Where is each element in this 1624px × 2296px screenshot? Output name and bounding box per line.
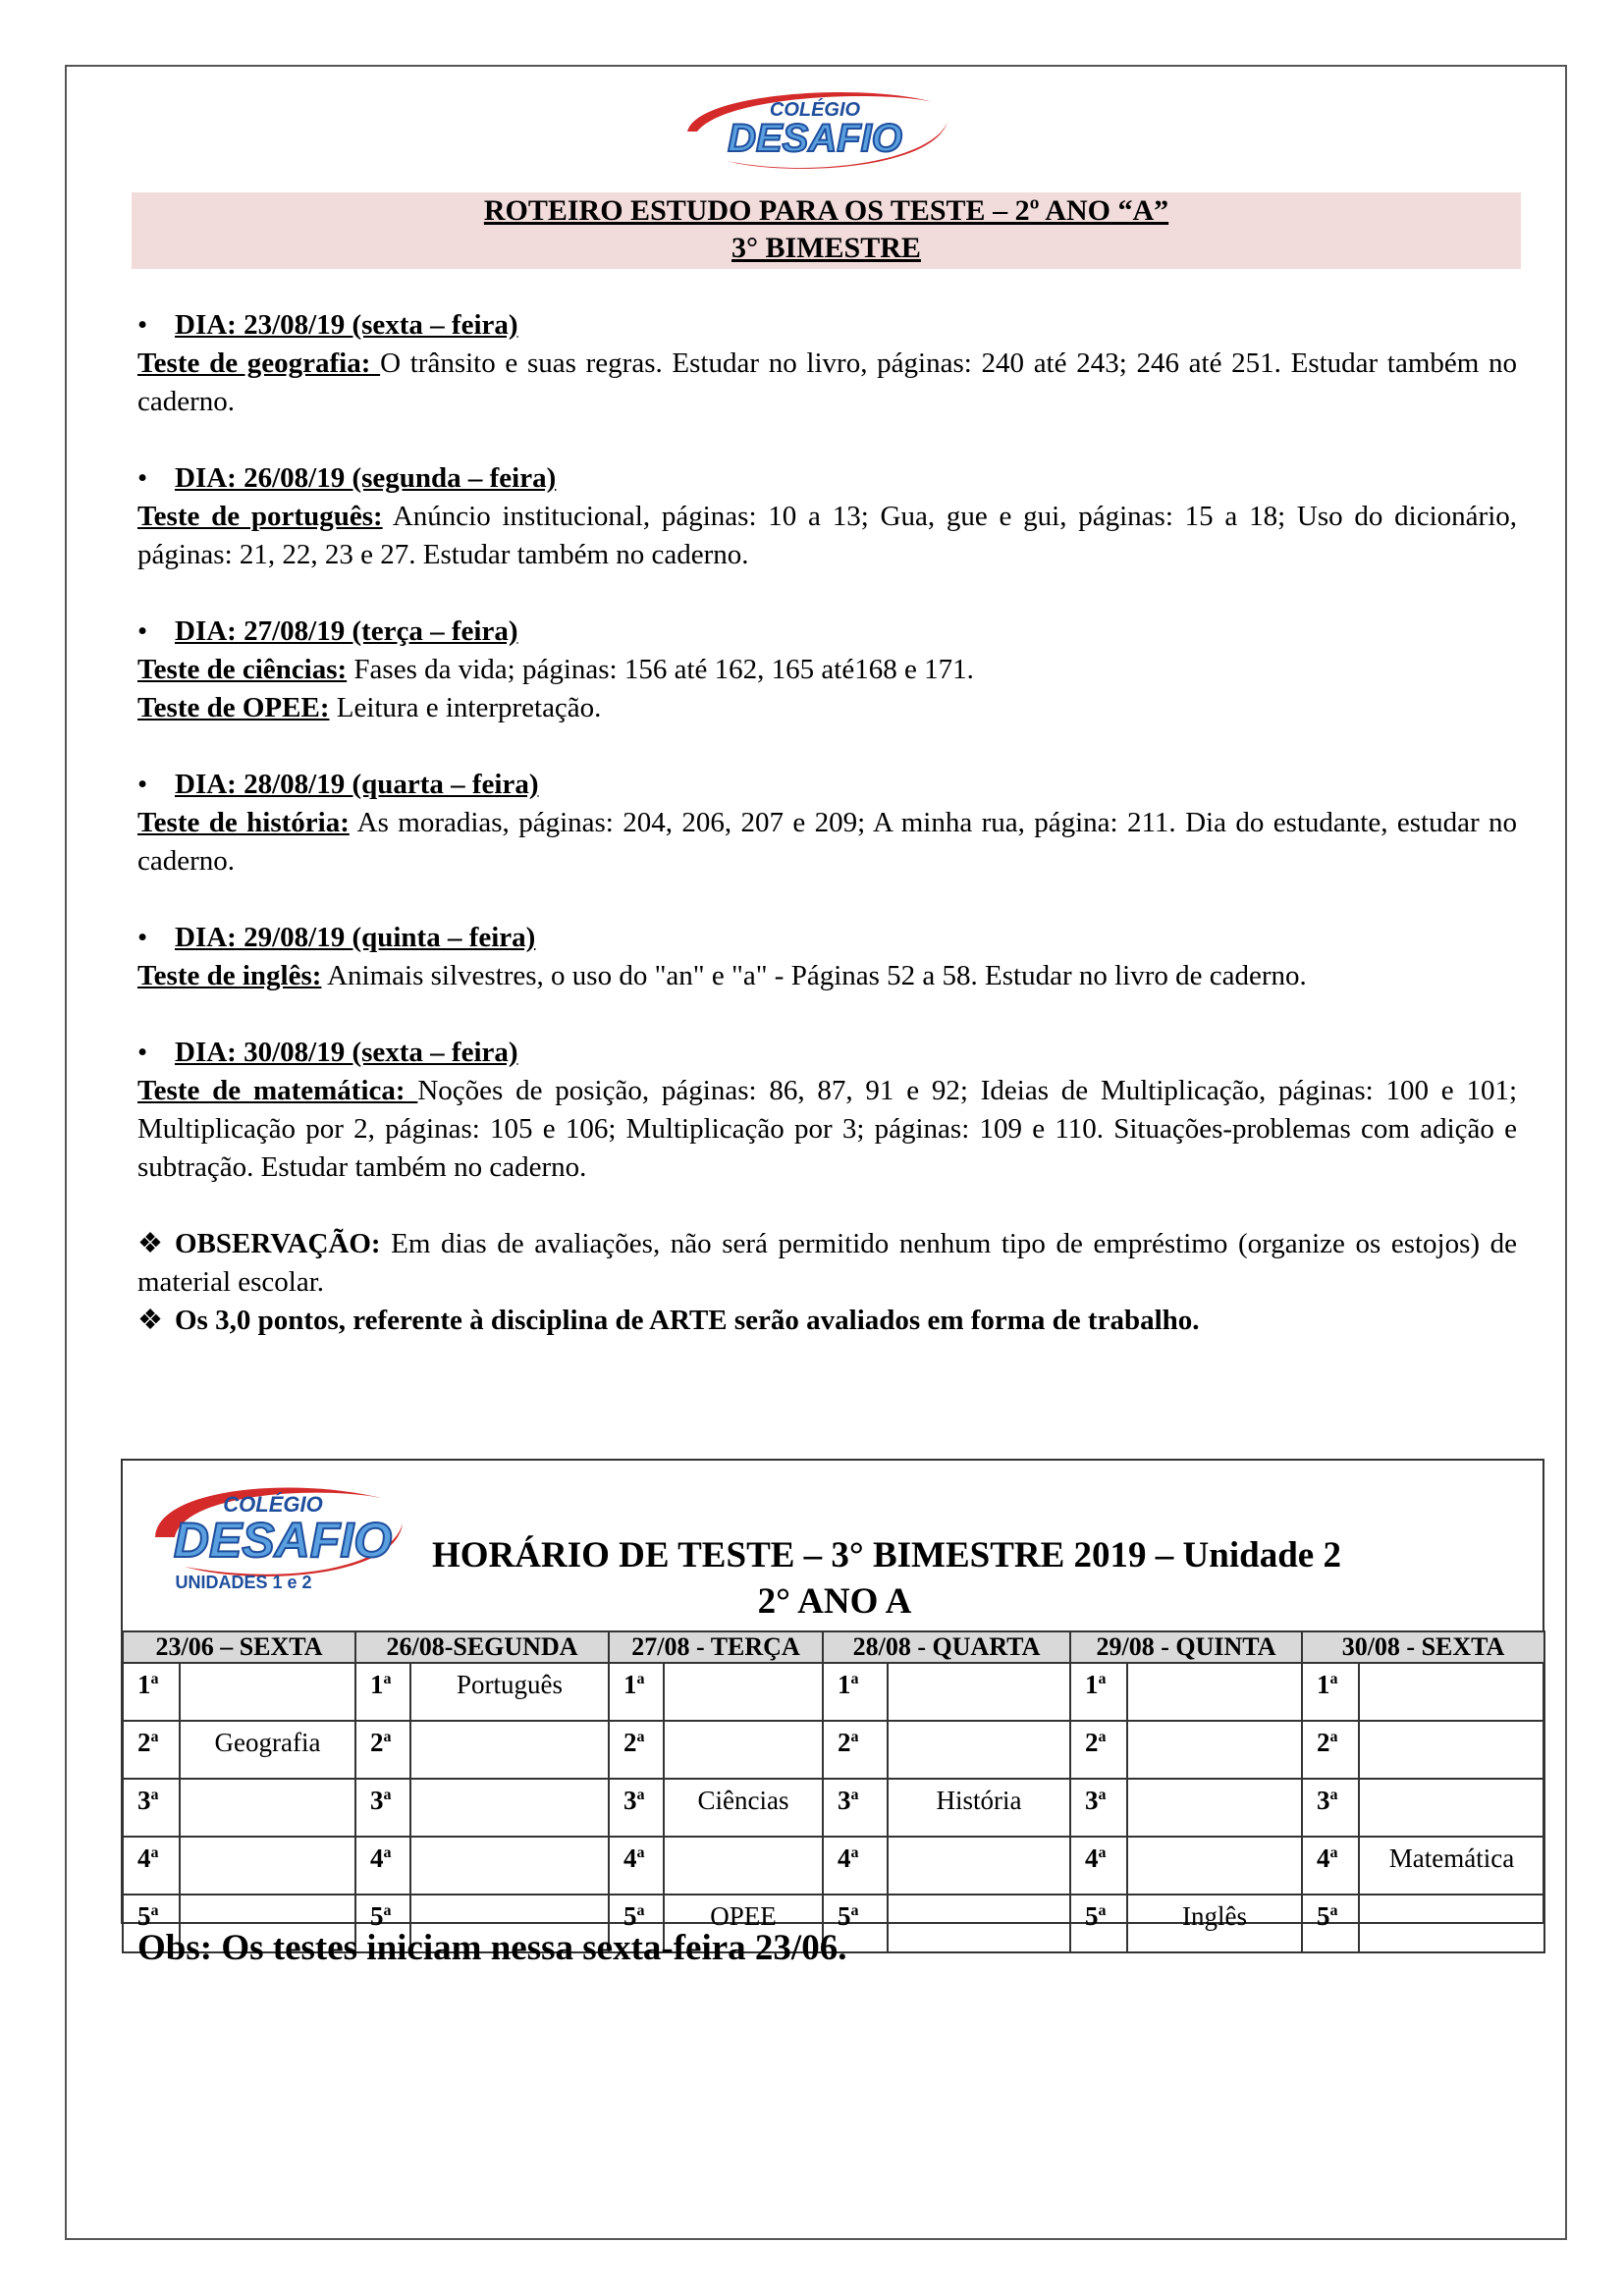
svg-text:UNIDADES 1 e 2: UNIDADES 1 e 2 — [175, 1573, 312, 1592]
study-guide-content — [137, 306, 1517, 1340]
schedule-title: HORÁRIO DE TESTE – 3° BIMESTRE 2019 – Unidade 2 — [432, 1535, 1341, 1575]
bullet-icon: • — [137, 462, 148, 494]
subject-cell — [180, 1663, 355, 1721]
subject-text: Fases da vida; páginas: 156 até 162, 165 até168 e 171. — [347, 654, 974, 685]
day-description — [137, 957, 1517, 995]
subject-text: Animais silvestres, o uso do "an" e "a" - Páginas 52 a 58. Estudar no livro de caderno. — [321, 960, 1307, 991]
period-number: 1$^a$ — [609, 1663, 664, 1721]
subject-label: Teste de geografia: — [137, 347, 381, 379]
subject-cell — [410, 1721, 609, 1779]
svg-text:COLÉGIO: COLÉGIO — [223, 1492, 323, 1517]
subject-cell: OPEE — [664, 1895, 823, 1952]
diamond-bullet-icon: ❖ — [137, 1305, 163, 1336]
subject-cell — [664, 1837, 823, 1895]
period-number: 1$^a$ — [1070, 1663, 1127, 1721]
day-description — [137, 1072, 1517, 1187]
period-number: 3$^a$ — [123, 1779, 180, 1837]
svg-text:COLÉGIO: COLÉGIO — [769, 99, 861, 121]
subject-label: Teste de matemática: — [137, 1075, 418, 1106]
period-number: 5$^a$ — [609, 1895, 664, 1952]
period-number: 4$^a$ — [1070, 1837, 1127, 1895]
period-number: 2$^a$ — [123, 1721, 180, 1779]
observation-text: Em dias de avaliações, não será permitido nenhum tipo de empréstimo (organize os estojos) de material escolar. — [137, 1228, 1517, 1298]
bullet-icon: • — [137, 1037, 148, 1068]
subject-cell: História — [888, 1779, 1070, 1837]
subject-cell — [1359, 1895, 1544, 1952]
subject-cell — [1127, 1721, 1302, 1779]
subject-text: Anúncio institucional, páginas: 10 a 13; Gua, gue e gui, páginas: 15 a 18; Uso do dicionário, páginas: 21, 22, 23 e 27. Estudar também no caderno. — [137, 501, 1517, 570]
schedule-header-row — [123, 1631, 1544, 1663]
period-number: 4$^a$ — [823, 1837, 888, 1895]
diamond-bullet-icon: ❖ — [137, 1228, 163, 1259]
day-date: DIA: 30/08/19 (sexta – feira) — [175, 1037, 518, 1068]
column-header: 27/08 - TERÇA — [609, 1631, 823, 1663]
subject-cell — [888, 1837, 1070, 1895]
subject-text: As moradias, páginas: 204, 206, 207 e 209; A minha rua, página: 211. Dia do estudante, estudar no caderno. — [137, 807, 1517, 877]
period-number: 1$^a$ — [355, 1663, 410, 1721]
subject-cell: Ciências — [664, 1779, 823, 1837]
period-number: 4$^a$ — [609, 1837, 664, 1895]
colegio-desafio-units-logo — [145, 1468, 410, 1594]
subject-cell — [888, 1895, 1070, 1952]
period-number: 4$^a$ — [1302, 1837, 1359, 1895]
day-date: DIA: 29/08/19 (quinta – feira) — [175, 922, 536, 953]
subject-cell: Inglês — [1127, 1895, 1302, 1952]
svg-text:DESAFIO: DESAFIO — [173, 1513, 393, 1568]
day-date: DIA: 23/08/19 (sexta – feira) — [175, 309, 518, 341]
period-number: 5$^a$ — [123, 1895, 180, 1952]
subject-cell — [1359, 1663, 1544, 1721]
day-description — [137, 651, 1517, 689]
subject-cell — [1127, 1779, 1302, 1837]
period-number: 5$^a$ — [1070, 1895, 1127, 1952]
period-number: 4$^a$ — [123, 1837, 180, 1895]
subject-text: Leitura e interpretação. — [329, 692, 602, 723]
subject-cell — [1127, 1837, 1302, 1895]
day-block — [137, 306, 1517, 421]
column-header: 28/08 - QUARTA — [823, 1631, 1070, 1663]
period-number: 3$^a$ — [1302, 1779, 1359, 1837]
day-description — [137, 498, 1517, 574]
bullet-icon: • — [137, 309, 148, 341]
subject-cell — [1127, 1663, 1302, 1721]
column-header: 26/08-SEGUNDA — [355, 1631, 609, 1663]
subject-cell — [888, 1663, 1070, 1721]
day-description — [137, 804, 1517, 881]
schedule-table — [122, 1630, 1545, 1953]
day-date: DIA: 28/08/19 (quarta – feira) — [175, 769, 539, 800]
period-number: 5$^a$ — [823, 1895, 888, 1952]
period-number: 4$^a$ — [355, 1837, 410, 1895]
bullet-icon: • — [137, 615, 148, 647]
subject-text: O trânsito e suas regras. Estudar no livro, páginas: 240 até 243; 246 até 251. Estudar também no caderno. — [137, 347, 1518, 417]
day-block — [137, 766, 1517, 881]
day-block — [137, 613, 1517, 727]
period-number: 1$^a$ — [1302, 1663, 1359, 1721]
day-date: DIA: 26/08/19 (segunda – feira) — [175, 462, 557, 494]
arte-text: Os 3,0 pontos, referente à disciplina de ARTE serão avaliados em forma de trabalho. — [175, 1305, 1200, 1336]
schedule-row — [123, 1663, 1544, 1721]
day-description — [137, 689, 1517, 727]
day-block — [137, 1034, 1517, 1187]
subject-text: Noções de posição, páginas: 86, 87, 91 e 92; Ideias de Multiplicação, páginas: 100 e 101; Multiplicação por 2, páginas: 105 e 106; Multiplicação por 3; páginas: 109 e 110. Situações-problemas com adição e subtração. Estudar também no caderno. — [137, 1075, 1518, 1183]
arte-note — [137, 1302, 1517, 1340]
period-number: 2$^a$ — [1302, 1721, 1359, 1779]
period-number: 2$^a$ — [355, 1721, 410, 1779]
subject-label: Teste de história: — [137, 807, 350, 838]
subject-cell — [664, 1663, 823, 1721]
heading-line-1: ROTEIRO ESTUDO PARA OS TESTE – 2º ANO “A” — [483, 194, 1169, 227]
final-note: Obs: Os testes iniciam nessa sexta-feira 23/06. — [137, 1928, 847, 1968]
column-header: 29/08 - QUINTA — [1070, 1631, 1302, 1663]
subject-cell — [410, 1837, 609, 1895]
column-header: 23/06 – SEXTA — [123, 1631, 355, 1663]
column-header: 30/08 - SEXTA — [1302, 1631, 1544, 1663]
period-number: 1$^a$ — [823, 1663, 888, 1721]
subject-cell — [1359, 1779, 1544, 1837]
period-number: 2$^a$ — [1070, 1721, 1127, 1779]
schedule-row — [123, 1837, 1544, 1895]
subject-cell — [180, 1779, 355, 1837]
subject-cell — [888, 1721, 1070, 1779]
day-block — [137, 919, 1517, 995]
day-block — [137, 459, 1517, 574]
schedule-subtitle: 2° ANO A — [757, 1581, 912, 1622]
subject-cell — [664, 1721, 823, 1779]
bullet-icon: • — [137, 769, 148, 800]
period-number: 5$^a$ — [1302, 1895, 1359, 1952]
period-number: 3$^a$ — [1070, 1779, 1127, 1837]
schedule-row — [123, 1779, 1544, 1837]
schedule-row — [123, 1721, 1544, 1779]
svg-text:DESAFIO: DESAFIO — [728, 117, 902, 160]
bullet-icon: • — [137, 922, 148, 953]
day-date: DIA: 27/08/19 (terça – feira) — [175, 615, 518, 647]
subject-label: Teste de OPEE: — [137, 692, 330, 723]
day-description — [137, 345, 1517, 421]
heading-line-2: 3° BIMESTRE — [731, 232, 921, 264]
subject-cell: Geografia — [180, 1721, 355, 1779]
period-number: 3$^a$ — [823, 1779, 888, 1837]
subject-label: Teste de ciências: — [137, 654, 348, 685]
subject-label: Teste de português: — [137, 501, 383, 532]
period-number: 3$^a$ — [609, 1779, 664, 1837]
study-guide-heading — [132, 192, 1521, 269]
subject-label: Teste de inglês: — [137, 960, 322, 991]
colegio-desafio-logo — [668, 82, 957, 173]
period-number: 2$^a$ — [609, 1721, 664, 1779]
period-number: 2$^a$ — [823, 1721, 888, 1779]
subject-cell: Matemática — [1359, 1837, 1544, 1895]
period-number: 3$^a$ — [355, 1779, 410, 1837]
subject-cell — [180, 1837, 355, 1895]
subject-cell — [1359, 1721, 1544, 1779]
period-number: 5$^a$ — [355, 1895, 410, 1952]
period-number: 1$^a$ — [123, 1663, 180, 1721]
observation-label: OBSERVAÇÃO: — [175, 1228, 381, 1259]
subject-cell — [410, 1779, 609, 1837]
subject-cell: Português — [410, 1663, 609, 1721]
observation-note — [137, 1225, 1517, 1302]
